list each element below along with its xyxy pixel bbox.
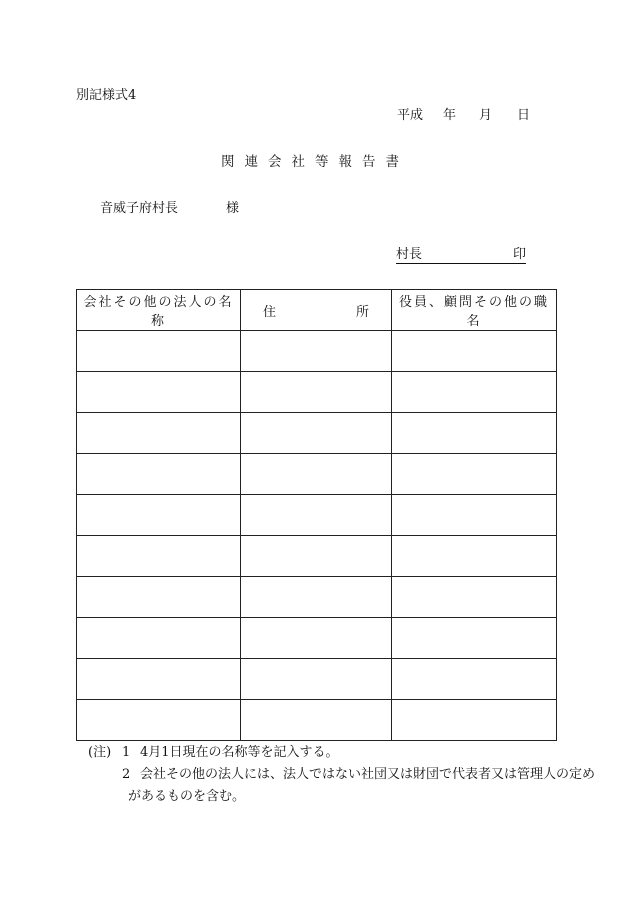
table-row	[77, 495, 557, 536]
table-row	[77, 536, 557, 577]
notes	[88, 742, 596, 808]
cell-position[interactable]	[392, 536, 557, 577]
note-item-2-continuation: があるものを含む。	[128, 789, 246, 804]
note-text: 会社その他の法人には、法人ではない社団又は財団で代表者又は管理人の定め	[140, 767, 596, 782]
date-year-label: 年	[443, 108, 457, 123]
note-number: 1	[122, 745, 131, 760]
seal-mark: 印	[512, 247, 526, 262]
table-row	[77, 331, 557, 372]
table-row	[77, 618, 557, 659]
header-address-part1: 住	[263, 304, 279, 320]
header-position: 役員、顧問その他の職名	[392, 290, 557, 331]
cell-company-name[interactable]	[77, 495, 241, 536]
table-row	[77, 659, 557, 700]
addressee	[100, 197, 239, 216]
cell-company-name[interactable]	[77, 454, 241, 495]
table-row	[77, 577, 557, 618]
header-company-name: 会社その他の法人の名称	[77, 290, 241, 331]
date-line	[397, 104, 530, 123]
date-era: 平成	[397, 108, 424, 123]
report-table-body	[77, 331, 557, 741]
cell-position[interactable]	[392, 700, 557, 741]
cell-company-name[interactable]	[77, 618, 241, 659]
signer-line	[396, 243, 526, 264]
table-row	[77, 413, 557, 454]
signer-role: 村長	[396, 247, 423, 262]
cell-address[interactable]	[241, 413, 392, 454]
table-header-row	[77, 290, 557, 331]
addressee-name: 音威子府村長	[100, 201, 179, 216]
cell-company-name[interactable]	[77, 577, 241, 618]
cell-position[interactable]	[392, 413, 557, 454]
cell-address[interactable]	[241, 700, 392, 741]
cell-position[interactable]	[392, 618, 557, 659]
addressee-honorific: 様	[226, 201, 240, 216]
note-number: 2	[122, 767, 131, 782]
header-address-part2: 所	[355, 304, 371, 320]
cell-position[interactable]	[392, 331, 557, 372]
table-row	[77, 454, 557, 495]
header-address	[241, 290, 392, 331]
cell-position[interactable]	[392, 454, 557, 495]
cell-position[interactable]	[392, 372, 557, 413]
note-item-2	[88, 764, 596, 786]
note-text: 4月1日現在の名称等を記入する。	[140, 745, 339, 760]
cell-address[interactable]	[241, 454, 392, 495]
cell-company-name[interactable]	[77, 413, 241, 454]
cell-company-name[interactable]	[77, 700, 241, 741]
date-day-label: 日	[517, 108, 531, 123]
cell-company-name[interactable]	[77, 331, 241, 372]
cell-company-name[interactable]	[77, 536, 241, 577]
note-item-1	[88, 742, 568, 764]
cell-address[interactable]	[241, 536, 392, 577]
cell-address[interactable]	[241, 618, 392, 659]
table-row	[77, 700, 557, 741]
cell-address[interactable]	[241, 659, 392, 700]
cell-company-name[interactable]	[77, 659, 241, 700]
notes-label: (注)	[88, 745, 112, 760]
report-table	[76, 289, 557, 741]
cell-address[interactable]	[241, 331, 392, 372]
cell-position[interactable]	[392, 577, 557, 618]
form-label: 別記様式4	[76, 88, 137, 103]
cell-position[interactable]	[392, 495, 557, 536]
cell-address[interactable]	[241, 372, 392, 413]
cell-position[interactable]	[392, 659, 557, 700]
table-row	[77, 372, 557, 413]
document-title: 関連会社等報告書	[221, 154, 409, 170]
date-month-label: 月	[479, 108, 493, 123]
cell-company-name[interactable]	[77, 372, 241, 413]
cell-address[interactable]	[241, 495, 392, 536]
cell-address[interactable]	[241, 577, 392, 618]
